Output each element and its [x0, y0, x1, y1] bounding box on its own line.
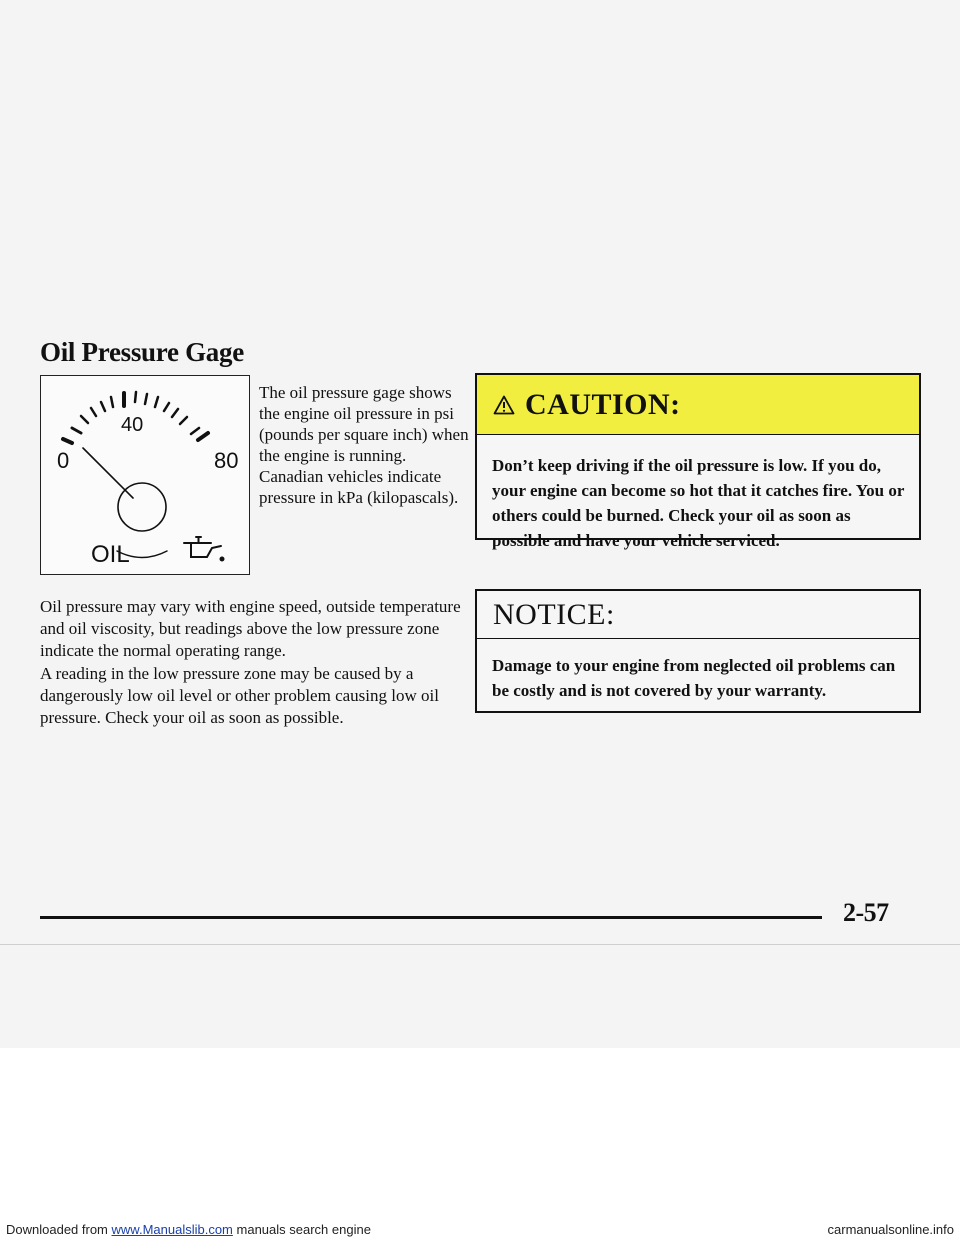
gauge-icon [41, 376, 248, 573]
notice-label: NOTICE: [477, 591, 919, 639]
page-number: 2-57 [843, 898, 889, 927]
watermark-text: carmanualsonline.info [827, 1222, 954, 1237]
download-footer [6, 1222, 371, 1237]
gauge-mid-label: 40 [121, 414, 144, 436]
oil-pressure-gauge-illustration [40, 375, 250, 575]
footer-suffix: manuals search engine [236, 1222, 371, 1237]
footer-prefix: Downloaded from [6, 1222, 108, 1237]
caution-label: CAUTION: [525, 387, 681, 421]
gauge-max-label: 80 [214, 448, 239, 473]
notice-box [475, 589, 921, 713]
intro-text: The oil pressure gage shows the engine oil pressure in psi (pounds per square inch) when the engine is running. Canadian vehicles indicate pressure in kPa (kilopascals). [259, 383, 469, 507]
gauge-name-label: OIL [91, 541, 130, 568]
gauge-min-label: 0 [57, 448, 70, 473]
caution-header [477, 375, 919, 435]
caution-text: Don’t keep driving if the oil pressure is low. If you do, your engine can become so hot that it catches fire. You or others could be burned. Check your oil as soon as possible and have your vehicle serviced. [492, 456, 905, 550]
footer-rule [40, 916, 822, 919]
bottom-band [0, 1048, 960, 1242]
oil-can-icon [184, 537, 224, 561]
section-title: Oil Pressure Gage [40, 337, 244, 367]
body-paragraph: Oil pressure may vary with engine speed, outside temperature and oil viscosity, but readings above the low pressure zone indicate the normal operating range. [40, 597, 461, 660]
manualslib-link[interactable]: www.Manualslib.com [111, 1222, 233, 1237]
notice-text: Damage to your engine from neglected oil problems can be costly and is not covered by your warranty. [492, 656, 896, 700]
body-paragraph: A reading in the low pressure zone may be caused by a dangerously low oil level or other problem causing low oil pressure. Check your oil as soon as possible. [40, 664, 439, 727]
caution-box [475, 373, 921, 550]
warning-triangle-icon [493, 395, 515, 415]
divider [0, 944, 960, 945]
